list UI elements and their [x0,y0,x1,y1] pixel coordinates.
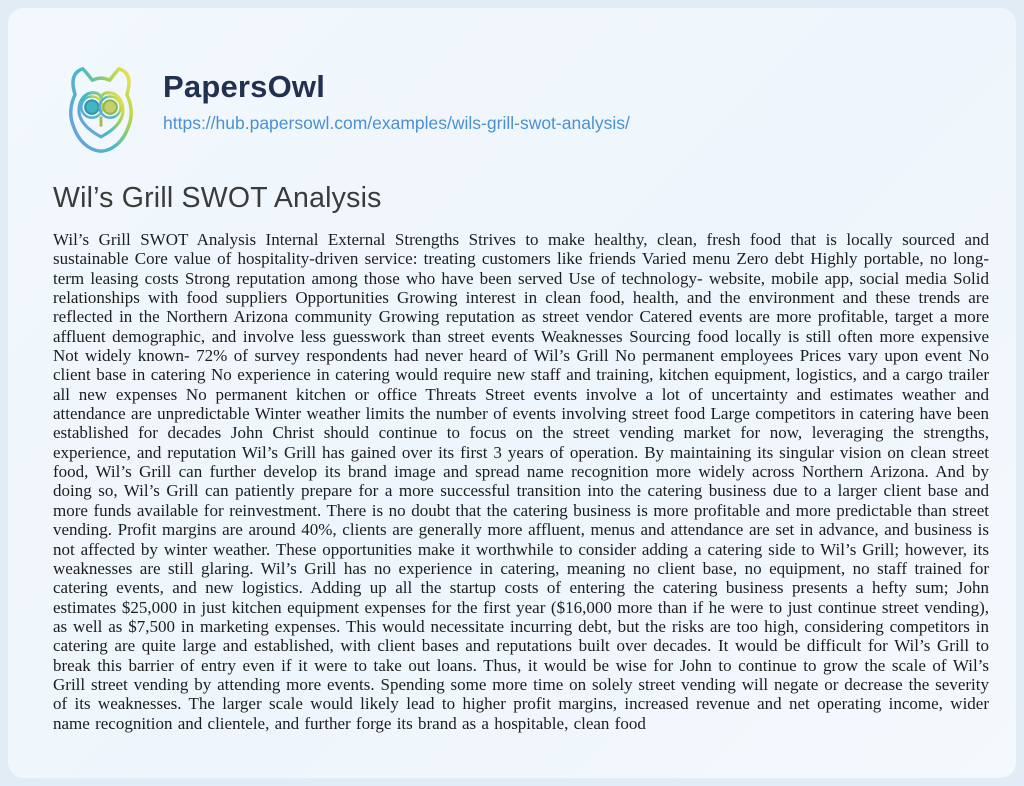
page-title: Wil’s Grill SWOT Analysis [53,182,382,214]
page-card [8,8,1016,778]
essay-body-text: Wil’s Grill SWOT Analysis Internal External Strengths Strives to make healthy, clean, fresh food that is locally sourced and sustainable Core value of hospitality-driven service: treating customers like friends Varied menu Zero debt Highly portable, no long-term leasing costs Strong reputation among those who have been served Use of technology- website, mobile app, social media Solid relationships with food suppliers Opportunities Growing interest in clean food, health, and the environment and these trends are reflected in the Northern Arizona community Growing reputation as street vendor Catered events are more profitable, target a more affluent demographic, and involve less guesswork than street events Weaknesses Sourcing food locally is still often more expensive Not widely known- 72% of survey respondents had never heard of Wil’s Grill No permanent employees Prices vary upon event No client base in catering No experience in catering would require new staff and training, kitchen equipment, logistics, and a cargo trailer all new expenses No permanent kitchen or office Threats Street events involve a lot of uncertainty and estimates weather and attendance are unpredictable Winter weather limits the number of events involving street food Large competitors in catering have been established for decades John Christ should continue to focus on the street vending market for now, leveraging the strengths, experience, and reputation Wil’s Grill has gained over its first 3 years of operation. By maintaining its singular vision on clean street food, Wil’s Grill can further develop its brand image and spread name recognition more widely across Northern Arizona. And by doing so, Wil’s Grill can patiently prepare for a more successful transition into the catering business due to a larger client base and more funds available for reinvestment. There is no doubt that the catering business is more profitable and more predictable than street vending. Profit margins are around 40%, clients are generally more affluent, menus and attendance are set in advance, and business is not affected by winter weather. These opportunities make it worthwhile to consider adding a catering side to Wil’s Grill; however, its weaknesses are still glaring. Wil’s Grill has no experience in catering, meaning no client base, no equipment, no staff trained for catering events, and new logistics. Adding up all the startup costs of entering the catering business presents a hefty sum; John estimates $25,000 in just kitchen equipment expenses for the first year ($16,000 more than if he were to just continue street vending), as well as $7,500 in marketing expenses. This would necessitate incurring debt, but the risks are too high, considering competitors in catering are quite large and established, with client bases and reputations built over decades. It would be difficult for Wil’s Grill to break this barrier of entry even if it were to take out loans. Thus, it would be wise for John to continue to grow the scale of Wil’s Grill street vending by attending more events. Spending some more time on solely street vending will negate or decrease the severity of its weaknesses. The larger scale would likely lead to higher profit margins, increased revenue and net operating income, wider name recognition and clientele, and further forge its brand as a hospitable, clean food [53,230,989,733]
owl-icon [53,60,149,160]
brand-text-column [163,60,630,134]
brand-name-link[interactable]: PapersOwl [163,69,326,104]
page-content [53,60,989,750]
brand-header [53,60,989,164]
page-url-link[interactable]: https://hub.papersowl.com/examples/wils-grill-swot-analysis/ [163,113,630,134]
